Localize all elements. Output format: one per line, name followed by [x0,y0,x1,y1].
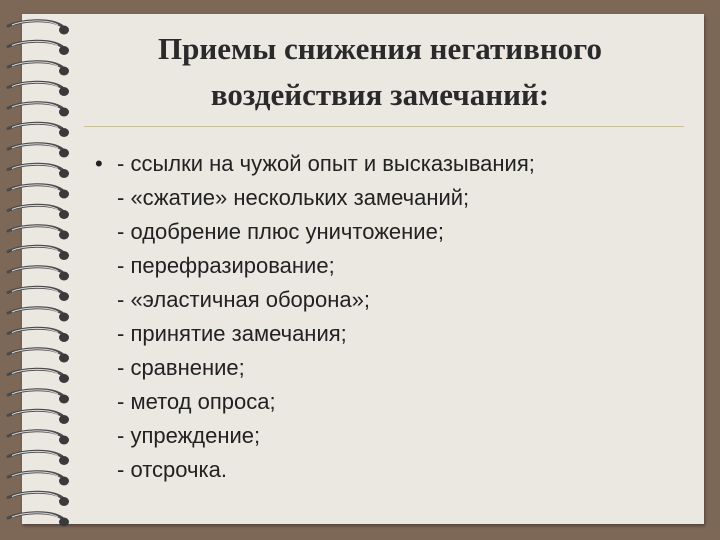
list-item [95,286,675,320]
list-item [95,218,675,252]
spiral-ring [8,287,69,301]
techniques-list [95,150,675,490]
list-item [95,456,675,490]
spiral-ring [8,451,69,465]
spiral-ring [8,410,69,424]
spiral-ring [8,226,69,240]
spiral-ring [8,369,69,383]
list-item [95,184,675,218]
title-line-2: воздействия замечаний: [210,77,550,112]
spiral-ring [8,349,69,363]
list-item-text: - сравнение; [117,355,245,380]
spiral-ring [8,472,69,486]
title-divider [84,126,684,127]
slide-title [60,26,700,118]
spiral-ring [8,513,69,527]
spiral-ring [8,267,69,281]
spiral-ring [8,185,69,199]
list-item-text: - ссылки на чужой опыт и высказывания; [117,151,535,176]
list-item [95,320,675,354]
list-item-text: - «эластичная оборона»; [117,287,370,312]
list-item [95,354,675,388]
spiral-ring [8,164,69,178]
list-item-text: - одобрение плюс уничтожение; [117,219,444,244]
spiral-ring [8,123,69,137]
spiral-ring [8,205,69,219]
list-item [95,422,675,456]
spiral-ring [8,328,69,342]
spiral-ring [8,431,69,445]
list-item-text: - упреждение; [117,423,261,448]
spiral-ring [8,390,69,404]
list-item-text: - «сжатие» нескольких замечаний; [117,185,470,210]
bullet-icon: • [95,151,103,176]
spiral-ring [8,308,69,322]
list-item [95,252,675,286]
spiral-ring [8,492,69,506]
spiral-ring [8,246,69,260]
list-item-text: - перефразирование; [117,253,335,278]
list-item [95,388,675,422]
list-item [95,150,675,184]
title-line-1: Приемы снижения негативного [158,31,602,66]
list-item-text: - принятие замечания; [117,321,347,346]
list-item-text: - метод опроса; [117,389,276,414]
spiral-ring [8,144,69,158]
list-item-text: - отсрочка. [117,457,227,482]
